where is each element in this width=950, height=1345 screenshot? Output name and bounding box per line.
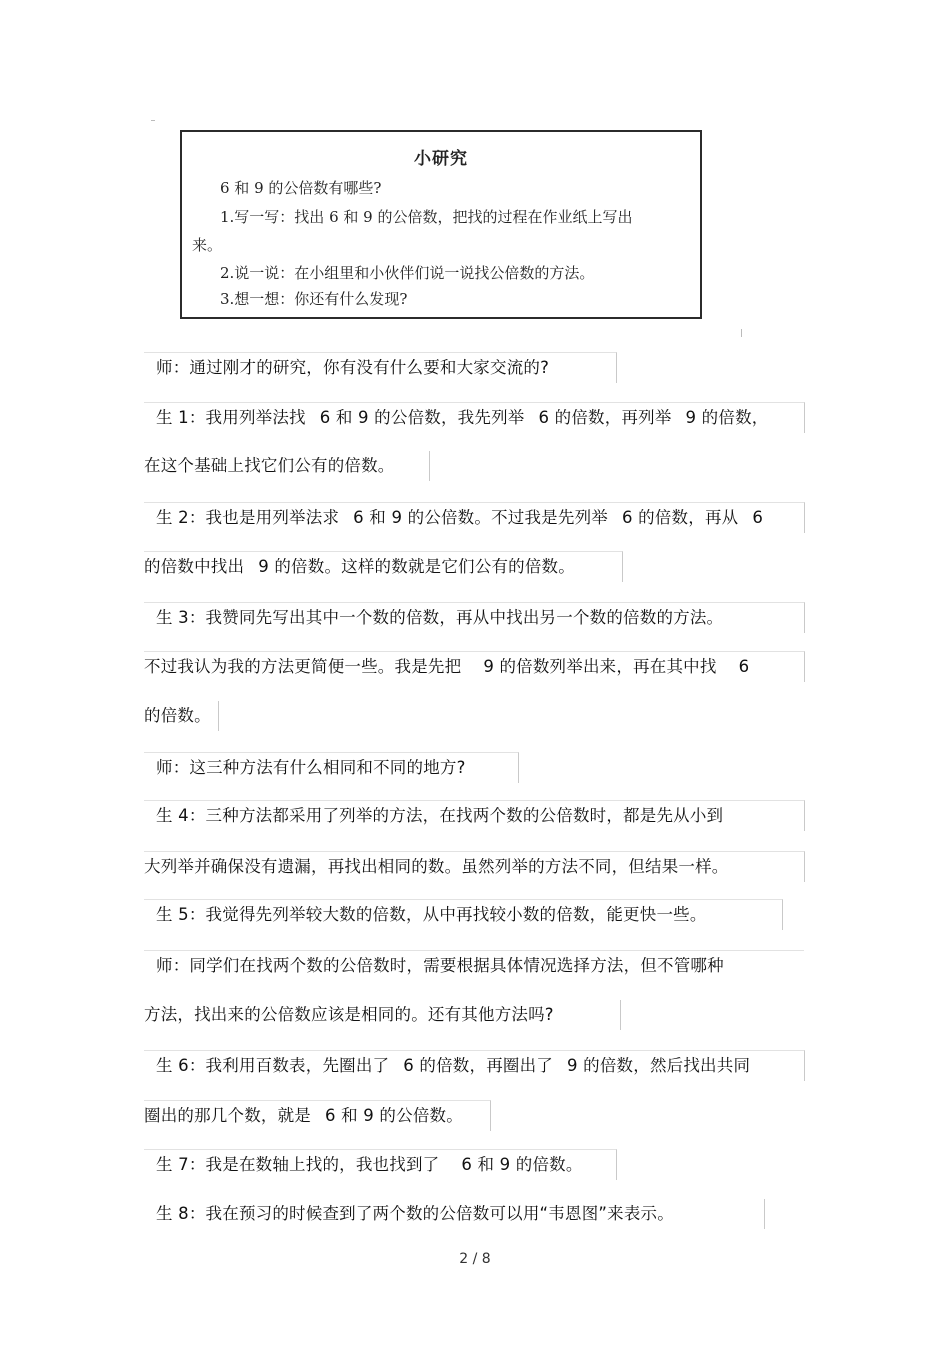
student1-line-2 [144, 451, 430, 481]
scan-mark [741, 329, 742, 337]
text: 9 的倍数， [685, 408, 769, 427]
teacher-line-3b [144, 1000, 621, 1030]
text: 生 3：我赞同先写出其中一个数的倍数，再从中找出另一个数的倍数的方法。 [156, 608, 724, 627]
text: 生 1：我用列举法找 [156, 408, 306, 427]
text: 不过我认为我的方法更简便一些。我是先把 [144, 657, 462, 676]
text: 6 的倍数，再圈出了 [403, 1056, 553, 1075]
student8-line [144, 1199, 765, 1229]
student1-line-1 [144, 402, 805, 433]
student7-line [144, 1149, 617, 1180]
scan-mark [151, 120, 155, 121]
text: 生 7：我是在数轴上找的，我也找到了 [156, 1155, 440, 1174]
student2-line-2 [144, 551, 623, 582]
research-step2: 2.说一说：在小组里和小伙伴们说一说找公倍数的方法。 [220, 264, 595, 282]
research-step1: 1.写一写：找出 6 和 9 的公倍数，把找的过程在作业纸上写出 [220, 208, 633, 226]
research-question: 6 和 9 的公倍数有哪些? [220, 179, 382, 197]
text: 生 2：我也是用列举法求 [156, 508, 340, 527]
text: 生 6：我利用百数表，先圈出了 [156, 1056, 390, 1075]
text: 6 的倍数，再列举 [538, 408, 672, 427]
text: 生 8：我在预习的时候查到了两个数的公倍数可以用“韦恩图”来表示。 [156, 1204, 674, 1223]
text: 圈出的那几个数，就是 [144, 1106, 311, 1125]
teacher-line-3 [144, 950, 804, 981]
text: 的倍数中找出 [144, 557, 245, 576]
text: 在这个基础上找它们公有的倍数。 [144, 456, 395, 475]
text: 生 4：三种方法都采用了列举的方法，在找两个数的公倍数时，都是先从小到 [156, 806, 724, 825]
text: 师：这三种方法有什么相同和不同的地方? [156, 758, 466, 777]
text: 9 的倍数，然后找出共同 [567, 1056, 751, 1075]
text: 6 [738, 657, 750, 676]
student3-line-3 [144, 701, 219, 731]
research-step1-cont: 来。 [192, 236, 223, 254]
text: 9 的倍数。这样的数就是它们公有的倍数。 [258, 557, 575, 576]
text: 生 5：我觉得先列举较大数的倍数，从中再找较小数的倍数，能更快一些。 [156, 905, 707, 924]
teacher-line-2 [144, 752, 519, 783]
text: 的倍数。 [144, 706, 211, 725]
text: 方法，找出来的公倍数应该是相同的。还有其他方法吗? [144, 1005, 554, 1024]
student2-line-1 [144, 502, 805, 533]
student5-line [144, 899, 783, 930]
text: 6 的倍数，再从 [622, 508, 739, 527]
text: 9 的倍数列举出来，再在其中找 [483, 657, 717, 676]
student6-line-1 [144, 1050, 805, 1081]
text: 6 和 9 的公倍数。不过我是先列举 [353, 508, 608, 527]
student6-line-2 [144, 1100, 491, 1131]
text: 大列举并确保没有遗漏，再找出相同的数。虽然列举的方法不同，但结果一样。 [144, 857, 729, 876]
text: 6 和 9 的倍数。 [461, 1155, 583, 1174]
student4-line-2 [144, 851, 805, 882]
text: 6 和 9 的公倍数。 [325, 1106, 463, 1125]
student3-line-2 [144, 651, 805, 682]
text: 师：通过刚才的研究，你有没有什么要和大家交流的? [156, 358, 550, 377]
student4-line-1 [144, 800, 805, 831]
text: 6 和 9 的公倍数，我先列举 [319, 408, 525, 427]
research-title: 小研究 [414, 149, 468, 169]
student3-line-1 [144, 602, 805, 633]
teacher-line-1 [144, 352, 617, 383]
text: 师：同学们在找两个数的公倍数时，需要根据具体情况选择方法，但不管哪种 [156, 956, 724, 975]
research-step3: 3.想一想：你还有什么发现? [220, 290, 408, 308]
page-number: 2 / 8 [459, 1251, 491, 1267]
text: 6 [752, 508, 764, 527]
research-box [180, 130, 702, 319]
